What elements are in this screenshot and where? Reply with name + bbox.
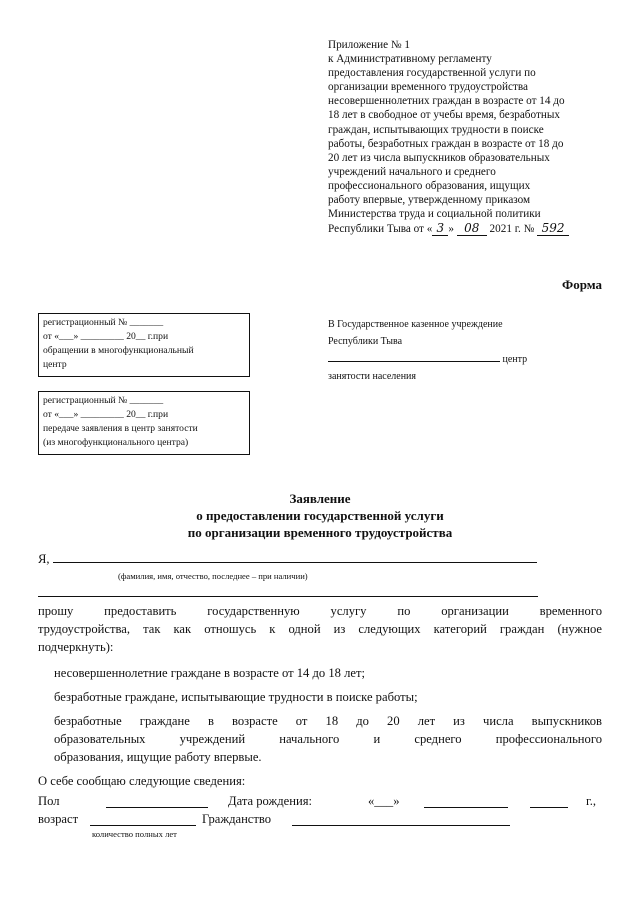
box-line: (из многофункционального центра) — [43, 437, 189, 448]
appendix-date-prefix: Республики Тыва от « — [328, 223, 433, 236]
category-item-graduates-cont: образовательных учреждений начального и среднего профессионального — [54, 732, 602, 746]
request-line: подчеркнуть): — [38, 640, 114, 654]
info-heading: О себе сообщаю следующие сведения: — [38, 774, 246, 788]
box-line: от «___» _________ 20__ г.при — [43, 409, 169, 420]
title-line: по организации временного трудоустройства — [187, 525, 453, 540]
citizenship-field[interactable] — [292, 825, 510, 826]
category-item-unemployed[interactable]: безработные граждане, испытывающие трудности в поиске работы; — [54, 690, 418, 704]
appendix-line: профессионального образования, ищущих — [328, 179, 531, 192]
appendix-line: предоставления государственной услуги по — [328, 67, 536, 80]
box-line: регистрационный № _______ — [43, 317, 164, 328]
appendix-block — [328, 38, 628, 236]
birth-day-field[interactable]: «___» — [368, 794, 400, 808]
title-line: о предоставлении государственной услуги — [196, 508, 444, 523]
birth-date-label: Дата рождения: — [228, 794, 312, 808]
applicant-hint: (фамилия, имя, отчество, последнее – при наличии) — [118, 571, 308, 581]
box-line: обращении в многофункциональный — [43, 345, 194, 356]
request-line: трудоустройства, так как отношусь к одной из следующих категорий граждан (нужное — [38, 622, 602, 636]
application-title — [0, 490, 640, 541]
box-line: передаче заявления в центр занятости — [43, 423, 198, 434]
age-field[interactable] — [90, 825, 196, 826]
age-hint: количество полных лет — [92, 829, 177, 839]
handwritten-month: 08 — [457, 221, 487, 236]
appendix-date-line: Республики Тыва от « 3 » 08 2021 г. № 592 — [328, 221, 628, 236]
handwritten-day: 3 — [432, 221, 448, 236]
appendix-line: к Административному регламенту — [328, 53, 492, 66]
sex-field[interactable] — [106, 807, 208, 808]
appendix-line: учреждений начального и среднего — [328, 165, 496, 178]
category-item-graduates-cont: образования, ищущие работу впервые. — [54, 750, 262, 764]
handwritten-order-number: 592 — [537, 221, 569, 236]
appendix-line: граждан, испытывающих трудности в поиске — [328, 123, 544, 136]
appendix-line: несовершеннолетних граждан в возрасте от 14 до — [328, 95, 565, 108]
appendix-line: Министерства труда и социальной политики — [328, 208, 541, 221]
category-item-graduates[interactable]: безработные граждане в возрасте от 18 до 20 лет из числа выпускников — [54, 714, 602, 728]
appendix-line: организации временного трудоустройства — [328, 81, 528, 94]
appendix-line: 18 лет в свободное от учебы время, безработных — [328, 109, 560, 122]
birth-month-field[interactable] — [424, 807, 508, 808]
appendix-line: работу впервые, утвержденному приказом — [328, 194, 531, 207]
addressee-line: занятости населения — [328, 371, 417, 382]
age-label: возраст — [38, 812, 79, 826]
birth-year-field[interactable] — [530, 807, 568, 808]
form-label: Форма — [562, 277, 602, 292]
addressee-line: Республики Тыва — [328, 336, 403, 347]
box-line: от «___» _________ 20__ г.при — [43, 331, 169, 342]
addressee-block — [328, 316, 527, 385]
birth-year-suffix: г., — [586, 794, 597, 808]
citizenship-label: Гражданство — [202, 812, 272, 826]
applicant-prefix: Я, — [38, 552, 50, 566]
center-name-field[interactable] — [328, 350, 500, 362]
sex-label: Пол — [38, 794, 60, 808]
appendix-line: Приложение № 1 — [328, 39, 410, 51]
addressee-line: В Государственное казенное учреждение — [328, 319, 503, 330]
applicant-extra-line[interactable] — [38, 596, 538, 597]
box-line: регистрационный № _______ — [43, 395, 164, 406]
request-line: прошу предоставить государственную услугу по организации временного — [38, 604, 602, 618]
title-line: Заявление — [289, 491, 351, 506]
appendix-line: 20 лет из числа выпускников образовательных — [328, 151, 550, 164]
appendix-line: работы, безработных граждан в возрасте от 18 до — [328, 137, 564, 150]
registration-box-mfc — [38, 313, 250, 377]
applicant-name-field[interactable] — [53, 549, 537, 563]
box-line: центр — [43, 359, 67, 370]
addressee-center-suffix: центр — [502, 354, 528, 365]
category-item-minors[interactable]: несовершеннолетние граждане в возрасте от 14 до 18 лет; — [54, 666, 365, 680]
addressee-center-line — [328, 350, 527, 368]
applicant-line — [38, 549, 602, 569]
registration-box-transfer — [38, 391, 250, 455]
appendix-year-text: 2021 г. № — [489, 223, 535, 236]
